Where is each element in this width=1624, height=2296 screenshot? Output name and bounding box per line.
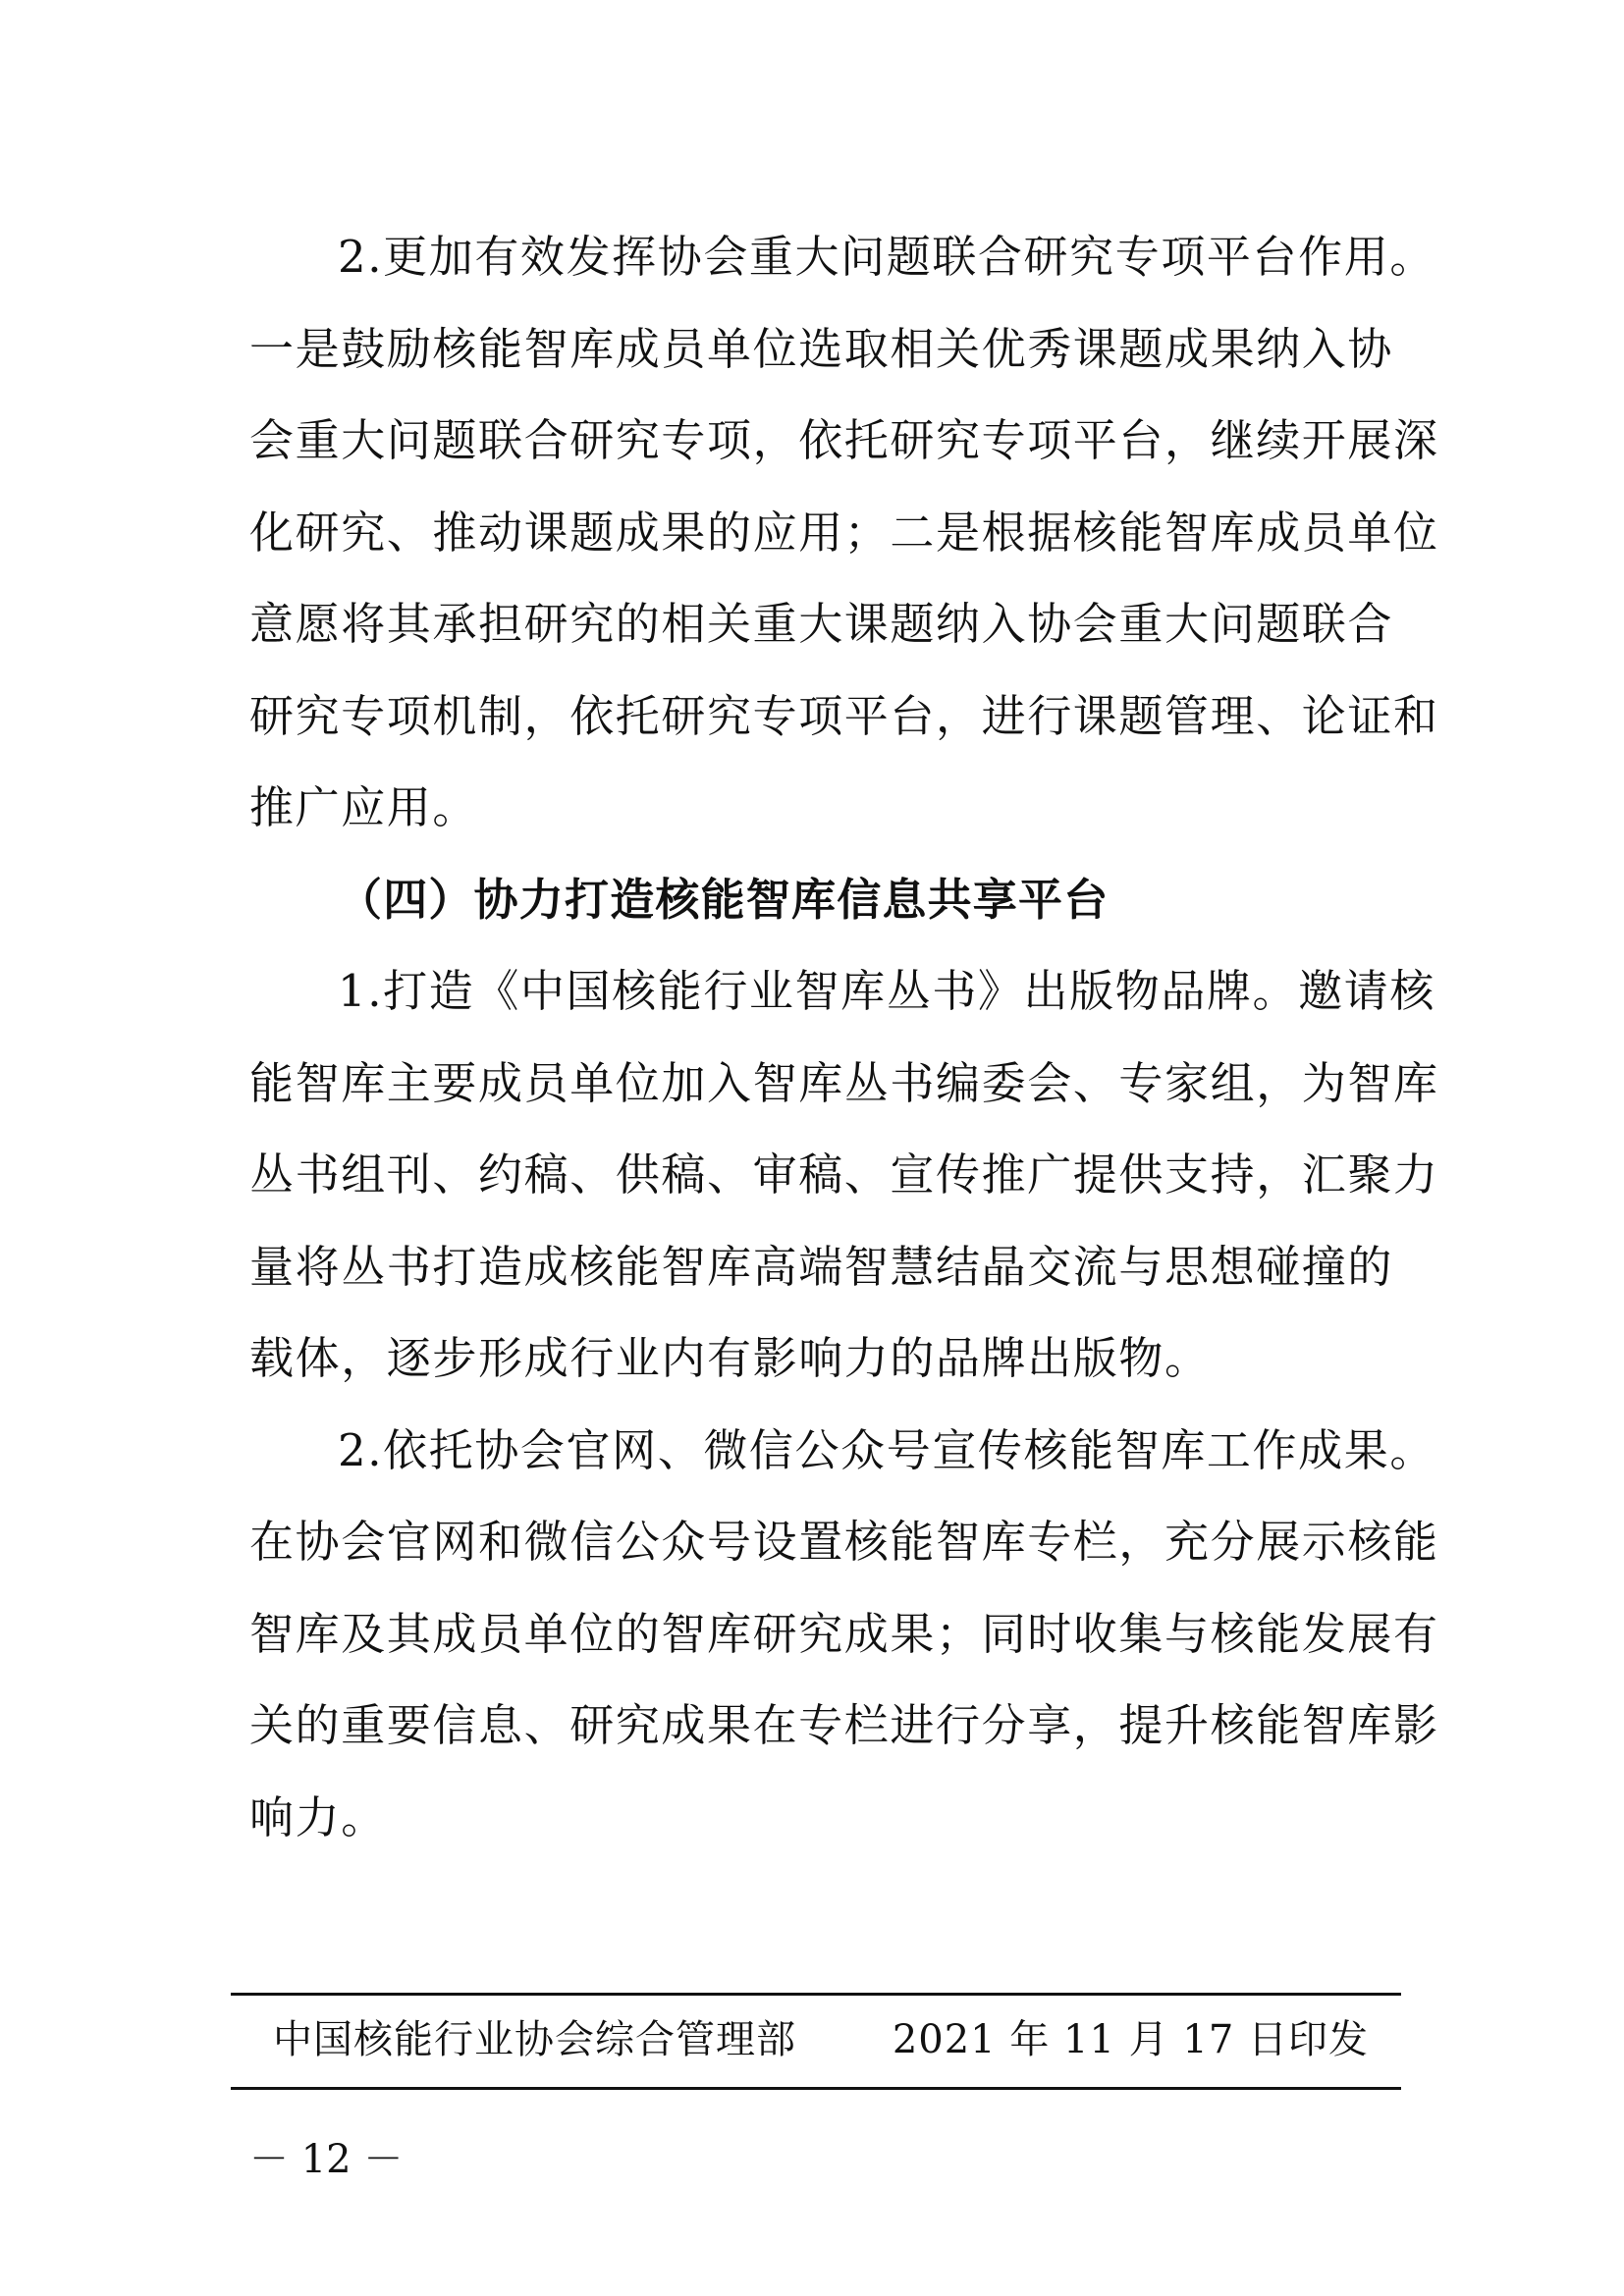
footer-divider-bottom	[231, 2087, 1401, 2090]
footer-divider-top	[231, 1993, 1401, 1996]
page-number: － 12 －	[249, 2137, 404, 2182]
paragraph-line: 关的重要信息、研究成果在专栏进行分享，提升核能智库影	[249, 1699, 1439, 1751]
paragraph-line: 1.打造《中国核能行业智库丛书》出版物品牌。邀请核	[338, 965, 1435, 1017]
document-body	[249, 211, 1439, 1863]
paragraph-line: 2.依托协会官网、微信公众号宣传核能智库工作成果。	[338, 1423, 1435, 1476]
paragraph-line: 化研究、推动课题成果的应用；二是根据核能智库成员单位	[249, 506, 1439, 559]
paragraph-line: 2.更加有效发挥协会重大问题联合研究专项平台作用。	[338, 231, 1435, 283]
section-heading: （四）协力打造核能智库信息共享平台	[338, 873, 1110, 926]
paragraph-line: 丛书组刊、约稿、供稿、审稿、宣传推广提供支持，汇聚力	[249, 1148, 1439, 1201]
paragraph-line: 意愿将其承担研究的相关重大课题纳入协会重大问题联合	[249, 598, 1394, 650]
paragraph-line: 智库及其成员单位的智库研究成果；同时收集与核能发展有	[249, 1607, 1439, 1660]
paragraph-line: 推广应用。	[249, 781, 479, 833]
paragraph-line: 载体，逐步形成行业内有影响力的品牌出版物。	[249, 1332, 1211, 1384]
paragraph-line: 研究专项机制，依托研究专项平台，进行课题管理、论证和	[249, 689, 1439, 742]
paragraph-line: 在协会官网和微信公众号设置核能智库专栏，充分展示核能	[249, 1516, 1439, 1568]
paragraph-line: 能智库主要成员单位加入智库丛书编委会、专家组，为智库	[249, 1056, 1439, 1109]
paragraph-line: 会重大问题联合研究专项，依托研究专项平台，继续开展深	[249, 414, 1439, 466]
footer-issuer: 中国核能行业协会综合管理部	[273, 2017, 796, 2062]
paragraph-line: 响力。	[249, 1790, 387, 1843]
paragraph-line: 量将丛书打造成核能智库高端智慧结晶交流与思想碰撞的	[249, 1240, 1394, 1293]
footer-date: 2021 年 11 月 17 日印发	[892, 2017, 1369, 2062]
paragraph-line: 一是鼓励核能智库成员单位选取相关优秀课题成果纳入协	[249, 322, 1394, 375]
